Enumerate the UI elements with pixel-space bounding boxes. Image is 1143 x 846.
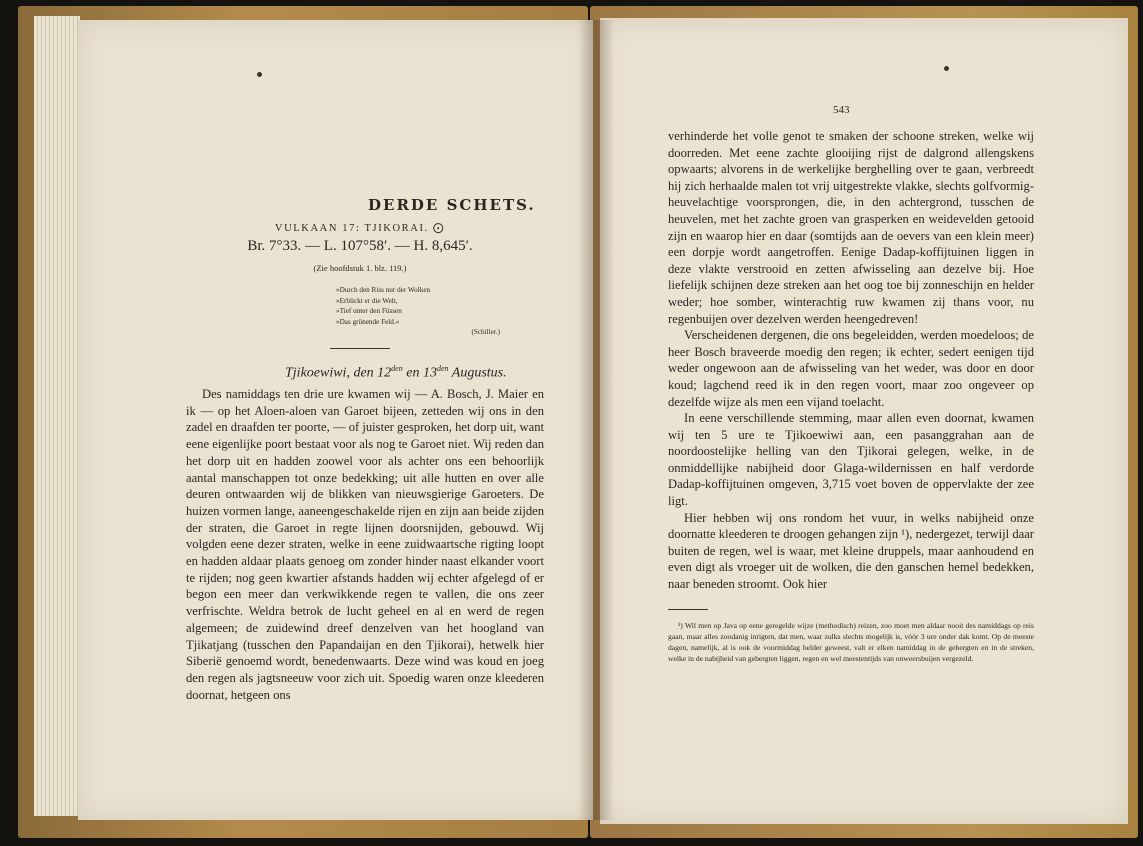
paragraph: In eene verschillende stemming, maar allen even doornat, kwamen wij ten 5 ure te Tjikoewiwi aan, een pasanggrahan aan de noordoostelijke helling van den Tjikorai gelegen, welke, in de onmiddellijke nabijheid door Glaga-wildernissen en half verdorde Dadap-koffijtuinen omgeven, 3,715 voet boven de oppervlakte der zee ligt. <box>668 411 1034 509</box>
ink-speck <box>944 66 949 71</box>
dateline <box>285 364 507 382</box>
footnote-text: ¹) Wil men op Java op eene geregelde wijze (methodisch) reizen, zoo moet men aldaar nooit des namiddags op reis gaan, maar alles zoodanig inrigten, dat men, waar zulks slechts mogelijk is, vóór 3 ure onder dak komt. Op de meeste dagen, namelijk, al is ook de voormiddag helder geweest, valt er elken namiddag in de gebergten en in de streken, welke in de nabijheid van gebergten liggen, regen en wel meestentijds van onweersbuijen vergezeld. <box>668 621 1034 663</box>
epigraph-poem <box>336 285 506 338</box>
left-body-text <box>186 386 544 703</box>
paragraph: Des namiddags ten drie ure kwamen wij — A. Bosch, J. Maier en ik — op het Aloen-aloen van Garoet bijeen, zetteden wij ons in den zadel en draafden ter poorte, — of juister gesproken, het dorp uit, want eene eigenlijke poort bestaat voor als nog te Garoet niet. Wij reden dan het dorp uit en hadden zoowel voor als achter ons een behoorlijk aantal manschappen tot onze bedekking; uit alle hutten en over alle deuren ontwaarden wij de blikken van nieuwsgierige Garoeters. De huizen vormen lange, aaneengeschakelde rijen en zijn aan beide zijden der straten, die Garoet in regte lijnen doorsnijden, gebouwd. Wij volgden eene dezer straten, welke in eene zuidwaartsche rigting loopt en hadden aldaar plaats genoeg om zonder hinder naast elkander voort te rijden; nog geen kwartier afstands hadden wij echter afgelegd of er begon een meer dan verkwikkende regen te vallen, die ons zeer verfrischte. Weldra betrok de lucht geheel en al en werd de regen algemeen; de zuidewind dreef denzelven van het hoogland van Tjikatjang (tusschen den Papandaijan en den Tjikorai), hetwelk hier Siberië genoemd wordt, benedenwaarts. Deze wind was koud en joeg den regen als jagtsneeuw voor zich uit. Spoedig waren onze kleederen doornat, hetgeen ons <box>186 387 544 702</box>
footnote-divider <box>668 609 708 610</box>
page-edges <box>34 16 80 816</box>
right-body-text <box>668 128 1034 593</box>
dateline-text: en 13 <box>402 365 437 381</box>
reference-note: (Zie hoofdstuk 1. blz. 119.) <box>313 263 407 273</box>
coordinates-line: Br. 7°33. — L. 107°58′. — H. 8,645′. <box>247 238 473 254</box>
page-number: 543 <box>833 104 850 116</box>
paragraph: verhinderde het volle genot te smaken der schoone streken, welke wij doorreden. Met eene zachte glooijing rijst de dalgrond allengskens opwaarts; alvorens in de werkelijke berghelling over te gaan, verbreedt hij zich herhaalde malen tot vrij uitgestrekte vlakke, slechts golfvormig-heuvelachtige voorsprongen, die, in den achtergrond, tusschen de heuvelen, met het zachte groen van grasperken en weidevelden getooid zijn en waarop hier en daar (somtijds aan de oevers van een klein meer) een dorpje wordt aangetroffen. Eenige Dadap-koffijtuinen liggen in deze vlakte verstrooid en zetten afwisseling aan dezelve bij. Hoe liefelijk schijnen deze streken aan het oog toe bij zonneschijn en helder weder; hoe somber, winterachtig ruw kwamen zij thans voor, nu regenbuijen over dezelven werden heengedreven! <box>668 129 1034 326</box>
paragraph: Hier hebben wij ons rondom het vuur, in welks nabijheid onze doornatte kleederen te droogen gehangen zijn ¹), nedergezet, terwijl daar buiten de regen, wel is waar, met kleine druppels, maar aanhoudend en even digt als vroeger uit de wolken, die den ganschen hemel bedekken, naar beneden stroomt. Ook hier <box>668 510 1034 592</box>
ink-speck <box>257 72 262 77</box>
poem-line: »Tief unter den Füssen <box>336 307 402 315</box>
footnote <box>668 620 1034 664</box>
dateline-text: Augustus. <box>448 365 507 381</box>
paragraph: Verscheidenen dergenen, die ons begeleidden, werden moedeloos; de heer Bosch braveerde moedig den regen; ik echter, sedert eenigen tijd weder ongewoon aan de afwisseling van het weder, was door en door koud; lagchend reed ik in den regen voort, maar zoo ongeveer op dezelfde wijze als men een vijand toelacht. <box>668 328 1034 409</box>
poem-line: »Erblickt er die Welt, <box>336 296 398 305</box>
poem-line: »Durch den Riss nur der Wolken <box>336 286 431 294</box>
poem-source: (Schiller.) <box>471 328 500 336</box>
dateline-sup: den <box>391 364 403 373</box>
poem-line: »Das grünende Feld.« <box>336 317 400 326</box>
section-divider <box>330 348 390 349</box>
dateline-text: Tjikoewiwi, den 12 <box>285 365 392 381</box>
book-gutter <box>578 20 614 820</box>
dateline-sup: den <box>436 364 449 373</box>
volcano-heading: VULKAAN 17: TJIKORAI. ⨀ <box>274 223 446 234</box>
